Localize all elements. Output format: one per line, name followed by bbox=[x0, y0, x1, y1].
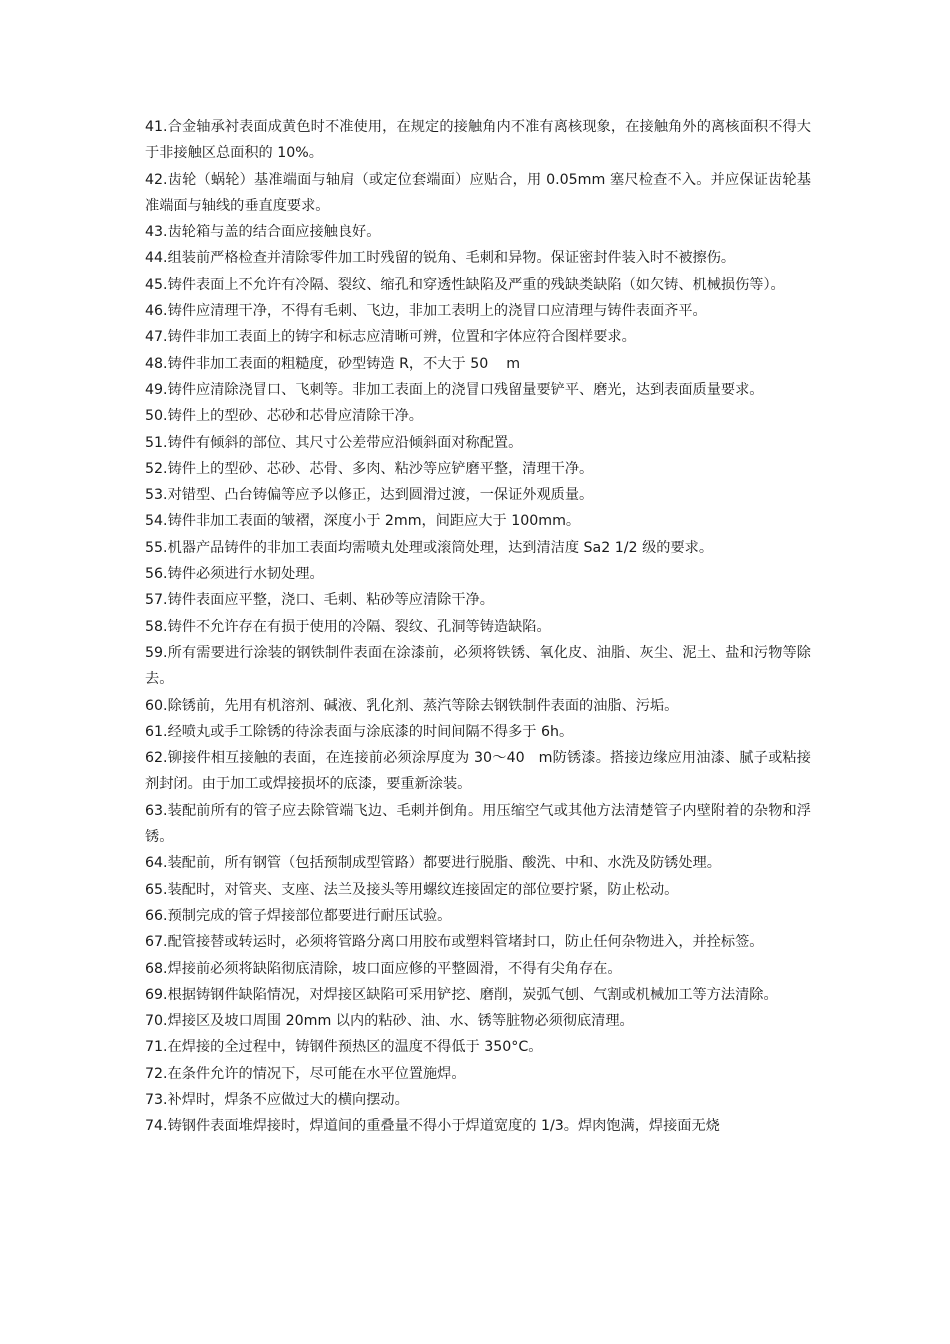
list-item: 74.铸钢件表面堆焊接时，焊道间的重叠量不得小于焊道宽度的 1/3。焊肉饱满，焊接面无烧 bbox=[145, 1118, 720, 1135]
list-item: 46.铸件应清理干净，不得有毛刺、飞边，非加工表明上的浇冒口应清理与铸件表面齐平。 bbox=[145, 303, 707, 320]
list-item: 63.装配前所有的管子应去除管端飞边、毛刺并倒角。用压缩空气或其他方法清楚管子内壁附着的杂物和浮锈。 bbox=[145, 802, 811, 846]
list-item: 47.铸件非加工表面上的铸字和标志应清晰可辨，位置和字体应符合图样要求。 bbox=[145, 329, 636, 346]
list-item: 57.铸件表面应平整，浇口、毛刺、粘砂等应清除干净。 bbox=[145, 592, 494, 609]
list-item: 48.铸件非加工表面的粗糙度，砂型铸造 R，不大于 50 m bbox=[145, 355, 521, 372]
list-item: 49.铸件应清除浇冒口、飞刺等。非加工表面上的浇冒口残留量要铲平、磨光，达到表面质量要求。 bbox=[145, 381, 764, 398]
list-item: 59.所有需要进行涂装的钢铁制件表面在涂漆前，必须将铁锈、氧化皮、油脂、灰尘、泥土、盐和污物等除去。 bbox=[145, 644, 811, 688]
list-item: 42.齿轮（蜗轮）基准端面与轴肩（或定位套端面）应贴合，用 0.05mm 塞尺检查不入。并应保证齿轮基准端面与轴线的垂直度要求。 bbox=[145, 171, 811, 214]
list-item: 55.机器产品铸件的非加工表面均需喷丸处理或滚筒处理，达到清洁度 Sa2 1/2 级的要求。 bbox=[145, 539, 714, 556]
list-item: 58.铸件不允许存在有损于使用的冷隔、裂纹、孔洞等铸造缺陷。 bbox=[145, 618, 551, 635]
list-item: 70.焊接区及坡口周围 20mm 以内的粘砂、油、水、锈等脏物必须彻底清理。 bbox=[145, 1013, 634, 1030]
list-item: 50.铸件上的型砂、芯砂和芯骨应清除干净。 bbox=[145, 408, 423, 425]
list-item: 60.除锈前，先用有机溶剂、碱液、乳化剂、蒸汽等除去钢铁制件表面的油脂、污垢。 bbox=[145, 697, 679, 714]
list-item: 73.补焊时，焊条不应做过大的横向摆动。 bbox=[145, 1091, 409, 1108]
list-item: 62.铆接件相互接触的表面，在连接前必须涂厚度为 30～40 m防锈漆。搭接边缘应用油漆、腻子或粘接剂封闭。由于加工或焊接损坏的底漆，要重新涂装。 bbox=[145, 750, 811, 793]
list-item: 61.经喷丸或手工除锈的待涂表面与涂底漆的时间间隔不得多于 6h。 bbox=[145, 723, 574, 740]
list-item: 43.齿轮箱与盖的结合面应接触良好。 bbox=[145, 224, 381, 241]
list-item: 45.铸件表面上不允许有冷隔、裂纹、缩孔和穿透性缺陷及严重的残缺类缺陷（如欠铸、机械损伤等）。 bbox=[145, 276, 785, 293]
list-item: 68.焊接前必须将缺陷彻底清除，坡口面应修的平整圆滑，不得有尖角存在。 bbox=[145, 960, 622, 977]
list-item: 65.装配时，对管夹、支座、法兰及接头等用螺纹连接固定的部位要拧紧，防止松动。 bbox=[145, 881, 679, 898]
document-body bbox=[145, 114, 811, 1140]
list-item: 51.铸件有倾斜的部位、其尺寸公差带应沿倾斜面对称配置。 bbox=[145, 434, 523, 451]
list-item: 41.合金轴承衬表面成黄色时不准使用，在规定的接触角内不准有离核现象，在接触角外的离核面积不得大于非接触区总面积的 10%。 bbox=[145, 119, 811, 162]
list-item: 44.组装前严格检查并清除零件加工时残留的锐角、毛刺和异物。保证密封件装入时不被擦伤。 bbox=[145, 250, 736, 267]
list-item: 54.铸件非加工表面的皱褶，深度小于 2mm，间距应大于 100mm。 bbox=[145, 513, 581, 530]
list-item: 52.铸件上的型砂、芯砂、芯骨、多肉、粘沙等应铲磨平整，清理干净。 bbox=[145, 460, 594, 477]
list-item: 67.配管接替或转运时，必须将管路分离口用胶布或塑料管堵封口，防止任何杂物进入，并拴标签。 bbox=[145, 934, 764, 951]
list-item: 66.预制完成的管子焊接部位都要进行耐压试验。 bbox=[145, 907, 452, 924]
list-item: 64.装配前，所有钢管（包括预制成型管路）都要进行脱脂、酸洗、中和、水洗及防锈处理。 bbox=[145, 855, 721, 872]
list-item: 71.在焊接的全过程中，铸钢件预热区的温度不得低于 350°C。 bbox=[145, 1039, 543, 1056]
list-item: 72.在条件允许的情况下，尽可能在水平位置施焊。 bbox=[145, 1065, 466, 1082]
list-item: 56.铸件必须进行水韧处理。 bbox=[145, 566, 324, 583]
list-item: 53.对错型、凸台铸偏等应予以修正，达到圆滑过渡，一保证外观质量。 bbox=[145, 487, 594, 504]
list-item: 69.根据铸钢件缺陷情况，对焊接区缺陷可采用铲挖、磨削，炭弧气刨、气割或机械加工等方法清除。 bbox=[145, 986, 778, 1003]
